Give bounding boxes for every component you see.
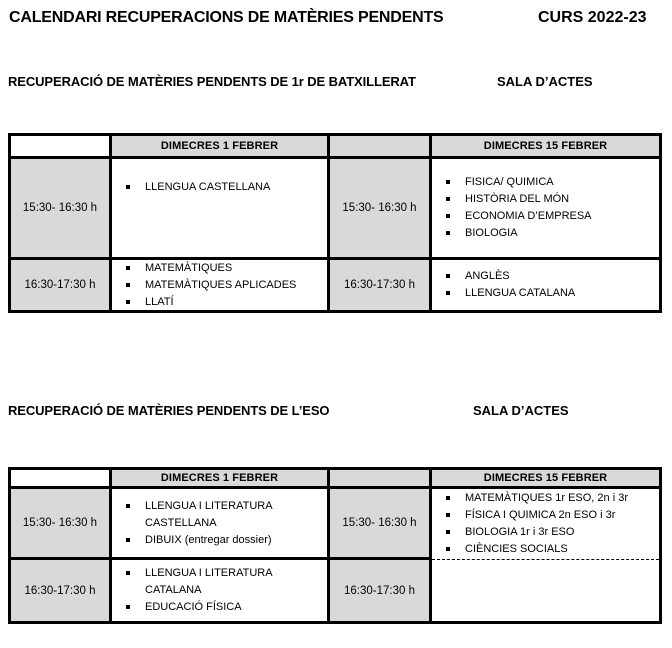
subject-label: MATEMÀTIQUES 1r ESO, 2n i 3r (465, 492, 628, 504)
header-cell-empty (11, 136, 112, 159)
subject-label: MATEMÀTIQUES (145, 261, 233, 274)
subject-label: BIOLOGIA 1r i 3r ESO (465, 526, 575, 538)
subject-item (432, 285, 653, 302)
subject-label: ANGLÈS (465, 270, 510, 282)
subject-item (432, 208, 653, 225)
subject-list (112, 179, 321, 196)
bullet-square-icon (126, 185, 130, 189)
subject-item (432, 174, 653, 191)
document-title: CALENDARI RECUPERACIONS DE MATÈRIES PENDENTS (9, 9, 444, 26)
subject-label: EDUCACIÓ FÍSICA (145, 601, 242, 613)
subject-item (432, 524, 653, 541)
subject-item (112, 498, 321, 532)
subject-item (432, 490, 653, 507)
bullet-square-icon (126, 504, 130, 508)
subjects-cell (112, 489, 330, 560)
subject-label: FÍSICA I QUIMICA 2n ESO i 3r (465, 509, 616, 521)
subject-label: LLENGUA CATALANA (465, 287, 576, 299)
subject-item (112, 294, 321, 311)
header-cell-date-feb15: DIMECRES 15 FEBRER (432, 470, 659, 489)
bullet-square-icon (446, 291, 450, 295)
subject-list (112, 260, 321, 310)
subject-label: LLENGUA I LITERATURA CATALANA (145, 567, 272, 596)
header-cell-date-feb15: DIMECRES 15 FEBRER (432, 136, 659, 159)
subject-item (432, 191, 653, 208)
time-cell: 16:30-17:30 h (330, 560, 432, 621)
subjects-cell (432, 159, 659, 260)
subject-item (112, 277, 321, 294)
subject-label: MATEMÀTIQUES APLICADES (145, 278, 297, 291)
subject-list (112, 498, 321, 549)
batxillerat-schedule-table (8, 133, 662, 313)
subject-item (112, 532, 321, 549)
subject-label: HISTÒRIA DEL MÓN (465, 193, 570, 205)
bullet-square-icon (126, 266, 130, 270)
bullet-square-icon (446, 231, 450, 235)
bullet-square-icon (446, 547, 450, 551)
section-heading-eso: RECUPERACIÓ DE MATÈRIES PENDENTS DE L’ESO (8, 403, 330, 418)
bullet-square-icon (446, 274, 450, 278)
subjects-cell-dashed-border (432, 489, 659, 560)
subject-list (432, 268, 653, 302)
subjects-cell (112, 260, 330, 310)
subjects-cell (112, 159, 330, 260)
subject-label: LLENGUA CASTELLANA (145, 181, 271, 193)
bullet-square-icon (446, 530, 450, 534)
subject-item (112, 260, 321, 277)
subject-item (112, 599, 321, 616)
subjects-cell (112, 560, 330, 621)
bullet-square-icon (446, 513, 450, 517)
bullet-square-icon (126, 300, 130, 304)
time-cell: 16:30-17:30 h (330, 260, 432, 310)
bullet-square-icon (446, 496, 450, 500)
time-cell: 15:30- 16:30 h (11, 489, 112, 560)
header-cell-empty-2 (330, 136, 432, 159)
subject-item (432, 541, 653, 558)
bullet-square-icon (126, 283, 130, 287)
time-cell: 15:30- 16:30 h (330, 489, 432, 560)
subject-item (432, 507, 653, 524)
header-cell-date-feb1: DIMECRES 1 FEBRER (112, 136, 330, 159)
bullet-square-icon (446, 180, 450, 184)
header-cell-empty (11, 470, 112, 489)
bullet-square-icon (126, 538, 130, 542)
time-cell: 15:30- 16:30 h (11, 159, 112, 260)
subject-item (112, 565, 321, 599)
subjects-cell-empty (432, 560, 659, 621)
subject-item (432, 268, 653, 285)
subject-list (112, 565, 321, 616)
room-label-batxillerat: SALA D’ACTES (497, 74, 593, 89)
bullet-square-icon (126, 571, 130, 575)
bullet-square-icon (446, 214, 450, 218)
eso-schedule-table (8, 467, 662, 624)
time-cell: 16:30-17:30 h (11, 560, 112, 621)
subject-label: FISICA/ QUIMICA (465, 176, 554, 188)
subject-label: CIÈNCIES SOCIALS (465, 543, 568, 555)
time-cell: 16:30-17:30 h (11, 260, 112, 310)
bullet-square-icon (126, 605, 130, 609)
subject-label: ECONOMIA D’EMPRESA (465, 210, 592, 222)
course-year-label: CURS 2022-23 (538, 9, 647, 26)
subject-item (112, 179, 321, 196)
header-cell-date-feb1: DIMECRES 1 FEBRER (112, 470, 330, 489)
subject-list (432, 174, 653, 242)
room-label-eso: SALA D’ACTES (473, 403, 569, 418)
time-cell: 15:30- 16:30 h (330, 159, 432, 260)
subject-label: LLENGUA I LITERATURA CASTELLANA (145, 499, 272, 529)
subject-label: DIBUIX (entregar dossier) (145, 533, 272, 546)
subjects-cell (432, 260, 659, 310)
subject-item (432, 225, 653, 242)
bullet-square-icon (446, 197, 450, 201)
subject-label: BIOLOGIA (465, 227, 518, 239)
header-cell-empty-2 (330, 470, 432, 489)
subject-label: LLATÍ (145, 295, 174, 308)
subject-list (432, 490, 653, 558)
section-heading-batxillerat: RECUPERACIÓ DE MATÈRIES PENDENTS DE 1r DE BATXILLERAT (8, 74, 416, 89)
